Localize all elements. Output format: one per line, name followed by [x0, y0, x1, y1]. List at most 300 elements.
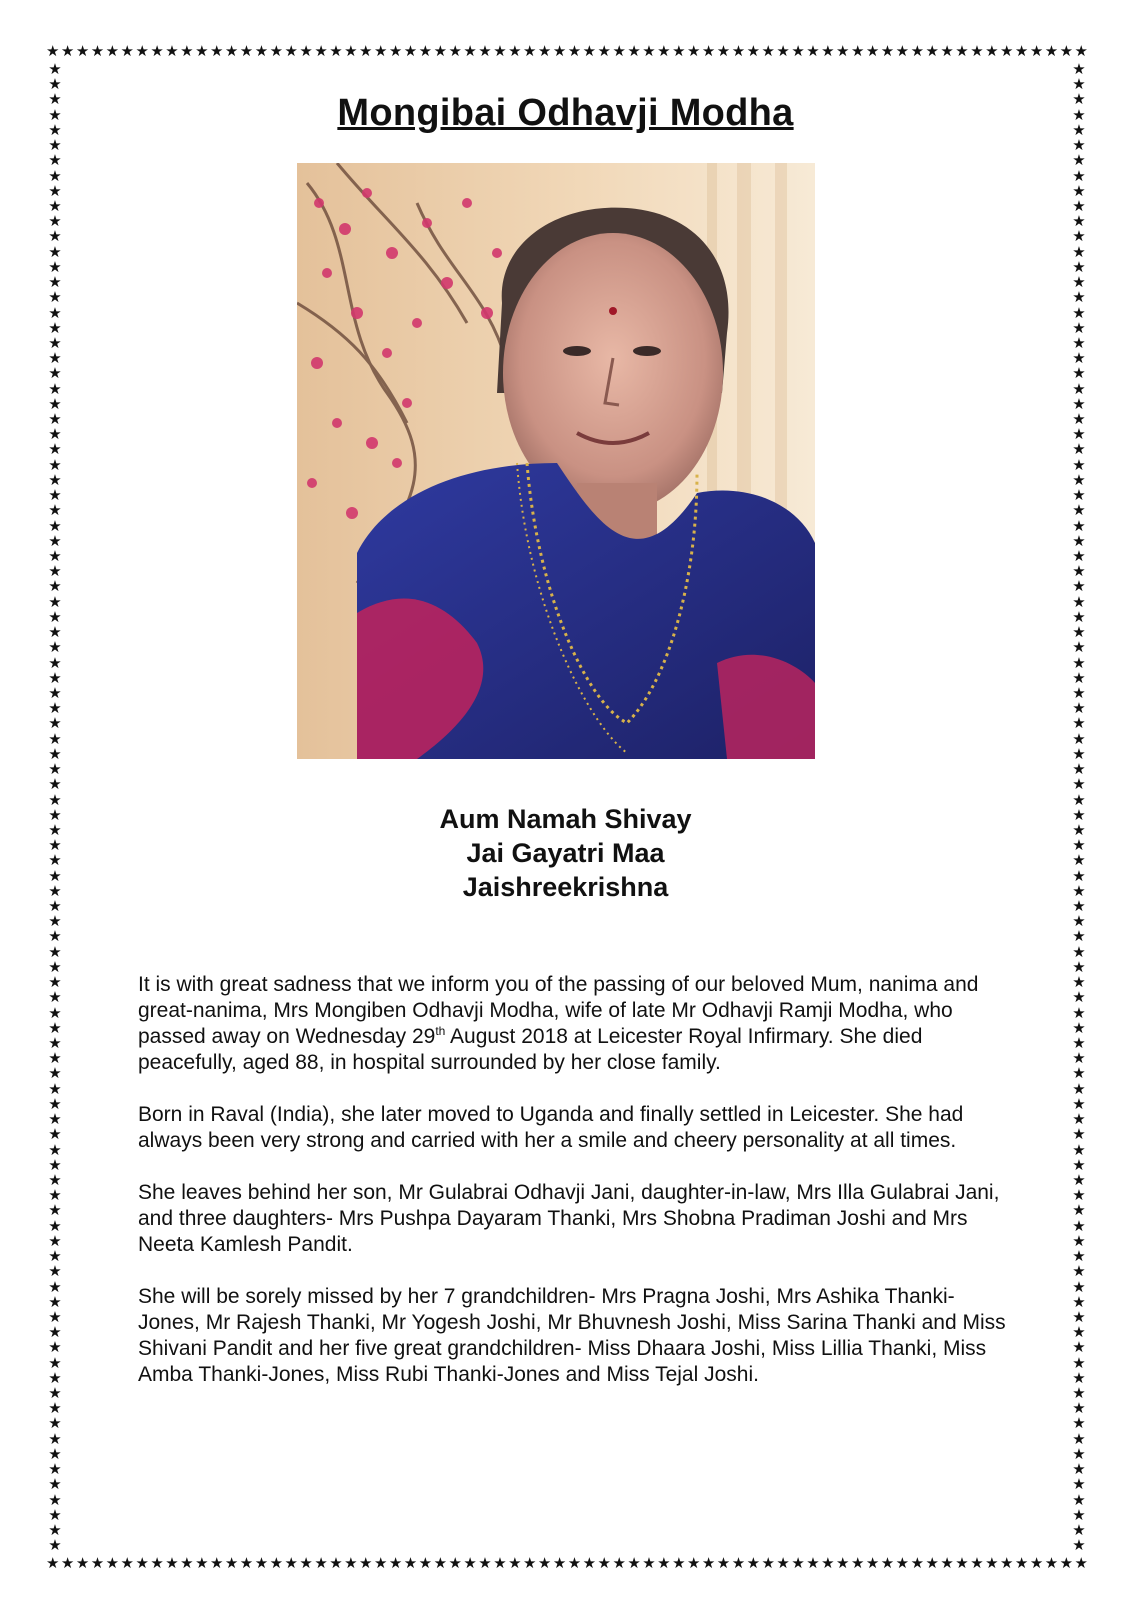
star-icon: ★ [701, 42, 716, 60]
star-icon: ★ [746, 1554, 761, 1572]
star-icon: ★ [1072, 1018, 1086, 1037]
star-icon: ★ [105, 42, 120, 60]
star-icon: ★ [1072, 501, 1086, 520]
star-icon: ★ [1072, 1307, 1086, 1326]
star-icon: ★ [48, 775, 62, 794]
star-icon: ★ [1072, 836, 1086, 855]
star-icon: ★ [448, 42, 462, 60]
star-icon: ★ [1072, 105, 1086, 124]
star-icon: ★ [48, 151, 62, 170]
star-icon: ★ [686, 42, 701, 60]
star-icon: ★ [1072, 623, 1086, 642]
star-icon: ★ [761, 1554, 775, 1572]
star-icon: ★ [48, 592, 62, 611]
star-icon: ★ [48, 1399, 62, 1418]
star-icon: ★ [48, 394, 62, 413]
star-icon: ★ [329, 42, 343, 60]
star-icon: ★ [224, 1554, 239, 1572]
star-icon: ★ [1072, 775, 1086, 794]
star-icon: ★ [46, 42, 60, 60]
star-icon: ★ [48, 349, 62, 368]
star-icon: ★ [388, 1554, 403, 1572]
star-icon: ★ [642, 42, 656, 60]
star-icon: ★ [1072, 1414, 1086, 1433]
star-icon: ★ [1072, 1368, 1086, 1387]
star-icon: ★ [48, 379, 62, 398]
star-icon: ★ [60, 42, 75, 60]
star-icon: ★ [1072, 1262, 1086, 1281]
star-icon: ★ [165, 1554, 179, 1572]
star-icon: ★ [925, 1554, 939, 1572]
star-icon: ★ [48, 1521, 62, 1539]
star-icon: ★ [224, 42, 239, 60]
star-icon: ★ [48, 1094, 62, 1113]
star-icon: ★ [1072, 988, 1086, 1007]
star-icon: ★ [403, 1554, 418, 1572]
star-icon: ★ [642, 1554, 656, 1572]
star-icon: ★ [1072, 1170, 1086, 1189]
star-icon: ★ [48, 227, 62, 246]
star-icon: ★ [1072, 90, 1086, 109]
star-icon: ★ [1072, 760, 1086, 779]
star-icon: ★ [48, 866, 62, 885]
star-icon: ★ [48, 318, 62, 337]
star-icon: ★ [1072, 1125, 1086, 1144]
ordinal-suffix: th [435, 1024, 446, 1038]
star-icon: ★ [1072, 1034, 1086, 1052]
star-icon: ★ [1072, 653, 1086, 672]
star-icon: ★ [48, 410, 62, 429]
star-icon: ★ [448, 1554, 462, 1572]
star-icon: ★ [552, 1554, 567, 1572]
paragraph-grandchildren: She will be sorely missed by her 7 grandchildren- Mrs Pragna Joshi, Mrs Ashika Thanki-Jones, Mr Rajesh Thanki, Mr Yogesh Joshi, Mr Bhuvnesh Joshi, Miss Sarina Thanki and Miss Shivani Pandit and her five great grandchildren- Miss Dhaara Joshi, Miss Lillia Thanki, Miss Amba Thanki-Jones, Miss Rubi Thanki-Jones and Miss Tejal Joshi. [138, 1285, 1006, 1386]
star-icon: ★ [1074, 1554, 1088, 1572]
prayer-line: Aum Namah Shivay [439, 804, 692, 834]
star-icon: ★ [1072, 1247, 1086, 1266]
star-icon: ★ [1000, 42, 1014, 60]
star-icon: ★ [48, 1460, 62, 1479]
star-icon: ★ [627, 42, 641, 60]
star-icon: ★ [478, 42, 492, 60]
star-icon: ★ [48, 1384, 62, 1403]
star-icon: ★ [48, 1110, 62, 1129]
star-icon: ★ [731, 1554, 746, 1572]
star-icon: ★ [1072, 668, 1086, 687]
star-icon: ★ [597, 42, 611, 60]
star-icon: ★ [1072, 1444, 1086, 1463]
star-icon: ★ [1072, 273, 1086, 292]
star-icon: ★ [791, 42, 805, 60]
star-icon: ★ [1072, 790, 1086, 809]
star-icon: ★ [1072, 1003, 1086, 1022]
star-icon: ★ [523, 1554, 537, 1572]
star-icon: ★ [254, 1554, 269, 1572]
star-icon: ★ [48, 136, 62, 155]
star-icon: ★ [1072, 592, 1086, 611]
star-icon: ★ [940, 42, 954, 60]
star-icon: ★ [940, 1554, 954, 1572]
star-icon: ★ [1072, 1186, 1086, 1205]
star-icon: ★ [1072, 607, 1086, 626]
star-icon: ★ [48, 90, 62, 109]
star-icon: ★ [1044, 42, 1059, 60]
star-icon: ★ [761, 42, 775, 60]
star-icon: ★ [48, 1353, 62, 1372]
star-icon: ★ [836, 42, 850, 60]
star-icon: ★ [1072, 181, 1086, 200]
star-icon: ★ [48, 1368, 62, 1387]
star-icon: ★ [48, 1003, 62, 1022]
star-icon: ★ [627, 1554, 641, 1572]
star-icon: ★ [195, 42, 209, 60]
star-icon: ★ [836, 1554, 850, 1572]
star-icon: ★ [493, 1554, 507, 1572]
star-icon: ★ [48, 668, 62, 687]
star-icon: ★ [48, 820, 62, 839]
star-icon: ★ [48, 607, 62, 626]
prayer-line: Jai Gayatri Maa [466, 838, 665, 868]
star-icon: ★ [1072, 1536, 1086, 1555]
star-icon: ★ [48, 1292, 62, 1311]
star-icon: ★ [1072, 577, 1086, 596]
star-icon: ★ [269, 42, 284, 60]
star-icon: ★ [1072, 1277, 1086, 1296]
star-icon: ★ [48, 1444, 62, 1463]
star-icon: ★ [269, 1554, 284, 1572]
star-icon: ★ [48, 273, 62, 292]
star-icon: ★ [48, 638, 62, 657]
star-icon: ★ [48, 516, 62, 535]
star-icon: ★ [48, 105, 62, 124]
star-icon: ★ [90, 1554, 105, 1572]
star-icon: ★ [48, 166, 62, 185]
star-icon: ★ [970, 1554, 984, 1572]
star-icon: ★ [1072, 562, 1086, 581]
star-icon: ★ [463, 1554, 477, 1572]
star-icon: ★ [344, 1554, 358, 1572]
star-icon: ★ [1072, 410, 1086, 429]
star-icon: ★ [657, 1554, 671, 1572]
star-icon: ★ [165, 42, 179, 60]
star-icon: ★ [48, 1125, 62, 1144]
star-icon: ★ [48, 653, 62, 672]
star-icon: ★ [552, 42, 567, 60]
star-icon: ★ [48, 1140, 62, 1159]
star-icon: ★ [1072, 881, 1086, 900]
star-icon: ★ [403, 42, 418, 60]
star-icon: ★ [48, 942, 62, 961]
star-icon: ★ [1072, 303, 1086, 322]
star-icon: ★ [48, 547, 62, 565]
star-icon: ★ [1072, 349, 1086, 368]
star-icon: ★ [1072, 212, 1086, 231]
star-icon: ★ [1000, 1554, 1014, 1572]
star-icon: ★ [567, 1554, 582, 1572]
star-icon: ★ [1072, 470, 1086, 489]
star-icon: ★ [1072, 257, 1086, 276]
star-icon: ★ [60, 1554, 75, 1572]
star-icon: ★ [970, 42, 984, 60]
star-icon: ★ [716, 1554, 731, 1572]
star-icon: ★ [1072, 516, 1086, 535]
star-icon: ★ [1072, 1110, 1086, 1129]
star-icon: ★ [1072, 1049, 1086, 1068]
star-icon: ★ [1072, 364, 1086, 383]
star-icon: ★ [955, 42, 969, 60]
star-icon: ★ [48, 1034, 62, 1052]
star-icon: ★ [1072, 1216, 1086, 1235]
star-icon: ★ [48, 1231, 62, 1250]
star-icon: ★ [48, 288, 62, 307]
star-icon: ★ [284, 1554, 298, 1572]
star-icon: ★ [48, 699, 62, 718]
star-icon: ★ [48, 1018, 62, 1037]
star-icon: ★ [1072, 136, 1086, 155]
star-icon: ★ [1072, 699, 1086, 718]
star-icon: ★ [314, 1554, 328, 1572]
star-icon: ★ [1072, 638, 1086, 657]
star-icon: ★ [120, 42, 134, 60]
star-icon: ★ [48, 1186, 62, 1205]
star-icon: ★ [791, 1554, 805, 1572]
star-icon: ★ [433, 1554, 448, 1572]
star-icon: ★ [537, 42, 552, 60]
star-icon: ★ [582, 42, 597, 60]
star-icon: ★ [1072, 455, 1086, 474]
portrait-photo [297, 163, 815, 759]
star-icon: ★ [1072, 1079, 1086, 1098]
star-icon: ★ [716, 42, 731, 60]
star-icon: ★ [135, 42, 149, 60]
star-icon: ★ [1072, 1460, 1086, 1479]
star-icon: ★ [388, 42, 403, 60]
star-icon: ★ [48, 303, 62, 322]
star-icon: ★ [48, 455, 62, 474]
star-icon: ★ [48, 1429, 62, 1448]
star-icon: ★ [686, 1554, 701, 1572]
star-icon: ★ [1072, 1490, 1086, 1509]
star-icon: ★ [48, 562, 62, 581]
star-icon: ★ [1072, 1323, 1086, 1342]
star-icon: ★ [1074, 42, 1088, 60]
star-icon: ★ [48, 623, 62, 642]
star-icon: ★ [746, 42, 761, 60]
star-icon: ★ [1072, 1384, 1086, 1403]
obituary-text [138, 972, 1008, 1414]
star-icon: ★ [48, 760, 62, 779]
star-icon: ★ [48, 957, 62, 976]
star-icon: ★ [508, 1554, 522, 1572]
star-icon: ★ [1072, 486, 1086, 505]
star-icon: ★ [582, 1554, 597, 1572]
star-icon: ★ [48, 1216, 62, 1235]
star-icon: ★ [1072, 1505, 1086, 1524]
star-icon: ★ [180, 1554, 194, 1572]
star-icon: ★ [1059, 1554, 1074, 1572]
star-icon: ★ [1072, 440, 1086, 459]
star-icon: ★ [284, 42, 298, 60]
top-star-border [46, 42, 1088, 60]
star-icon: ★ [508, 42, 522, 60]
star-icon: ★ [150, 42, 164, 60]
star-icon: ★ [1014, 1554, 1029, 1572]
star-icon: ★ [48, 897, 62, 916]
prayer-line: Jaishreekrishna [462, 872, 669, 902]
star-icon: ★ [1072, 531, 1086, 550]
star-icon: ★ [48, 1536, 62, 1555]
star-icon: ★ [1072, 1475, 1086, 1494]
page-title: Mongibai Odhavji Modha [337, 92, 794, 134]
star-icon: ★ [1072, 318, 1086, 337]
star-icon: ★ [359, 42, 373, 60]
star-icon: ★ [1072, 242, 1086, 261]
star-icon: ★ [1072, 744, 1086, 763]
star-icon: ★ [48, 1064, 62, 1083]
star-icon: ★ [48, 744, 62, 763]
star-icon: ★ [433, 42, 448, 60]
star-icon: ★ [209, 1554, 224, 1572]
star-icon: ★ [1072, 927, 1086, 946]
star-icon: ★ [120, 1554, 134, 1572]
star-icon: ★ [48, 531, 62, 550]
star-icon: ★ [1072, 1292, 1086, 1311]
star-icon: ★ [985, 42, 999, 60]
star-icon: ★ [1072, 75, 1086, 94]
star-icon: ★ [418, 1554, 433, 1572]
star-icon: ★ [48, 181, 62, 200]
star-icon: ★ [48, 729, 62, 748]
star-icon: ★ [48, 364, 62, 383]
star-icon: ★ [48, 927, 62, 946]
star-icon: ★ [48, 242, 62, 261]
star-icon: ★ [597, 1554, 611, 1572]
star-icon: ★ [48, 1323, 62, 1342]
star-icon: ★ [48, 790, 62, 809]
star-icon: ★ [1072, 1399, 1086, 1418]
star-icon: ★ [821, 1554, 835, 1572]
star-icon: ★ [48, 577, 62, 596]
star-icon: ★ [1072, 547, 1086, 565]
star-icon: ★ [895, 42, 910, 60]
star-icon: ★ [48, 881, 62, 900]
star-icon: ★ [1014, 42, 1029, 60]
star-icon: ★ [806, 1554, 820, 1572]
star-icon: ★ [821, 42, 835, 60]
star-icon: ★ [493, 42, 507, 60]
star-icon: ★ [910, 42, 925, 60]
star-icon: ★ [1072, 1521, 1086, 1539]
star-icon: ★ [567, 42, 582, 60]
star-icon: ★ [672, 1554, 686, 1572]
star-icon: ★ [314, 42, 328, 60]
star-icon: ★ [195, 1554, 209, 1572]
star-icon: ★ [48, 470, 62, 489]
star-icon: ★ [612, 1554, 626, 1572]
bottom-star-border [46, 1554, 1088, 1572]
star-icon: ★ [985, 1554, 999, 1572]
star-icon: ★ [850, 42, 865, 60]
star-icon: ★ [418, 42, 433, 60]
star-icon: ★ [1072, 1094, 1086, 1113]
star-icon: ★ [90, 42, 105, 60]
star-icon: ★ [1072, 1201, 1086, 1220]
star-icon: ★ [48, 212, 62, 231]
star-icon: ★ [373, 42, 388, 60]
star-icon: ★ [1072, 973, 1086, 992]
star-icon: ★ [75, 42, 90, 60]
star-icon: ★ [254, 42, 269, 60]
star-icon: ★ [48, 1475, 62, 1494]
star-icon: ★ [135, 1554, 149, 1572]
star-icon: ★ [75, 1554, 90, 1572]
star-icon: ★ [880, 42, 895, 60]
star-icon: ★ [776, 1554, 790, 1572]
star-icon: ★ [48, 1490, 62, 1509]
star-icon: ★ [1072, 196, 1086, 215]
star-icon: ★ [48, 257, 62, 276]
star-icon: ★ [1072, 714, 1086, 733]
star-icon: ★ [48, 1277, 62, 1296]
star-icon: ★ [463, 42, 477, 60]
star-icon: ★ [48, 1414, 62, 1433]
star-icon: ★ [672, 42, 686, 60]
star-icon: ★ [48, 1247, 62, 1266]
star-icon: ★ [1072, 866, 1086, 885]
star-icon: ★ [48, 120, 62, 139]
star-icon: ★ [1072, 1155, 1086, 1174]
star-icon: ★ [48, 714, 62, 733]
star-icon: ★ [1072, 60, 1086, 78]
star-icon: ★ [537, 1554, 552, 1572]
star-icon: ★ [180, 42, 194, 60]
star-icon: ★ [48, 75, 62, 94]
star-icon: ★ [105, 1554, 120, 1572]
star-icon: ★ [731, 42, 746, 60]
star-icon: ★ [1072, 425, 1086, 444]
star-icon: ★ [48, 196, 62, 215]
star-icon: ★ [344, 42, 358, 60]
star-icon: ★ [359, 1554, 373, 1572]
star-icon: ★ [1072, 851, 1086, 870]
star-icon: ★ [776, 42, 790, 60]
star-icon: ★ [701, 1554, 716, 1572]
star-icon: ★ [1072, 912, 1086, 931]
star-icon: ★ [1072, 957, 1086, 976]
star-icon: ★ [329, 1554, 343, 1572]
star-icon: ★ [1072, 820, 1086, 839]
star-icon: ★ [48, 912, 62, 931]
star-icon: ★ [48, 1201, 62, 1220]
star-icon: ★ [1029, 42, 1044, 60]
portrait-illustration [297, 163, 815, 759]
star-icon: ★ [239, 42, 254, 60]
star-icon: ★ [150, 1554, 164, 1572]
paragraph-family: She leaves behind her son, Mr Gulabrai Odhavji Jani, daughter-in-law, Mrs Illa Gulabrai Jani, and three daughters- Mrs Pushpa Dayaram Thanki, Mrs Shobna Pradiman Joshi and Mrs Neeta Kamlesh Pandit. [138, 1181, 1000, 1256]
star-icon: ★ [48, 60, 62, 78]
star-icon: ★ [299, 1554, 313, 1572]
star-icon: ★ [48, 973, 62, 992]
star-icon: ★ [1072, 1231, 1086, 1250]
star-icon: ★ [48, 333, 62, 352]
star-icon: ★ [239, 1554, 254, 1572]
star-icon: ★ [373, 1554, 388, 1572]
star-icon: ★ [1044, 1554, 1059, 1572]
star-icon: ★ [880, 1554, 895, 1572]
star-icon: ★ [209, 42, 224, 60]
paragraph-biography: Born in Raval (India), she later moved to Uganda and finally settled in Leicester. She had always been very strong and carried with her a smile and cheery personality at all times. [138, 1103, 964, 1152]
star-icon: ★ [48, 1505, 62, 1524]
star-icon: ★ [895, 1554, 910, 1572]
